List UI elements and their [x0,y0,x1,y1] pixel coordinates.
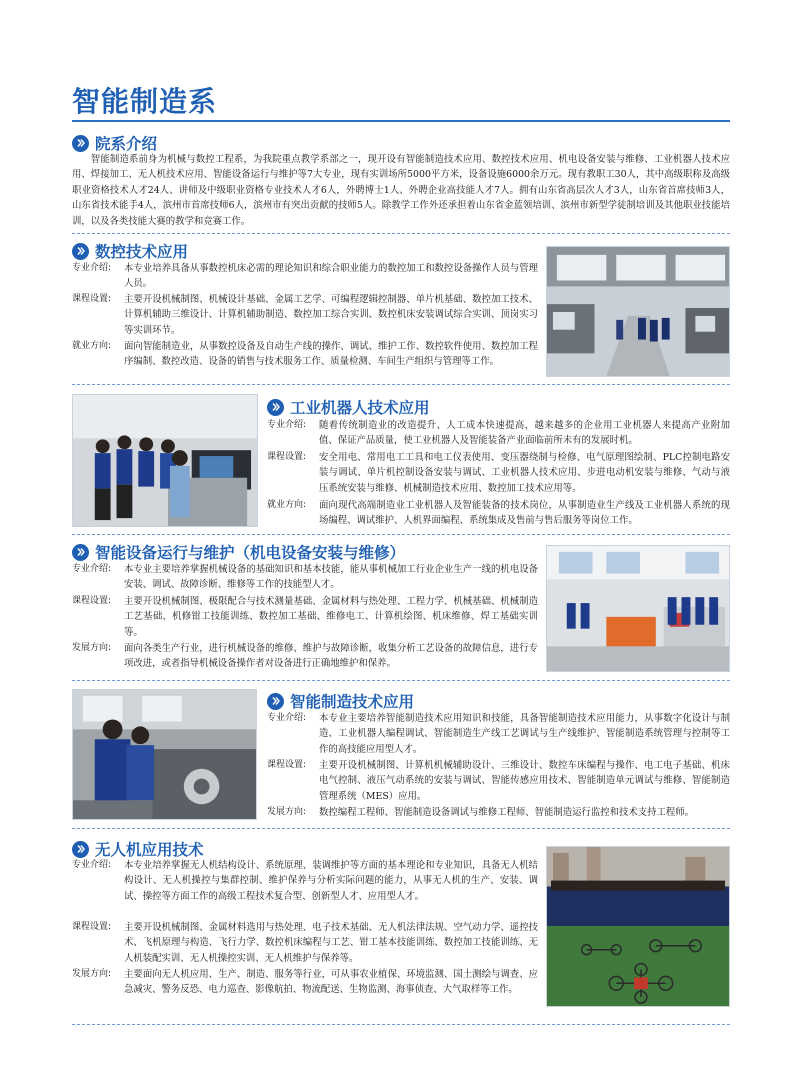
row-key: 发展方向: [72,969,112,979]
section-divider [72,1024,730,1025]
chevron-right-icon [72,135,89,152]
row-value: 主要面向无人机应用、生产、制造、服务等行业，可从事农业植保、环境监测、国土测绘与调查、应急减灾、警务反恐、电力巡查、影像航拍、物流配送、生物监测、海事侦查、大气取样等工作。 [124,969,538,996]
section-heading-cnc [72,240,188,262]
info-row [72,920,538,966]
row-value: 面向现代高端制造业工业机器人及智能装备的技术岗位，从事制造业生产线及工业机器人系统的现场编程、调试维护、人机界面编程、系统集成及售前与售后服务等岗位工作。 [319,500,730,527]
section-heading-robotics [267,396,430,418]
info-row [72,967,538,998]
info-row [72,261,538,292]
title-divider [72,120,730,122]
row-key: 专业介绍: [267,420,307,430]
photo-robot-lab [72,394,258,527]
intro-paragraph: 智能制造系前身为机械与数控工程系，为我院重点教学系部之一，现开设有智能制造技术应用、数控技术应用、机电设备安装与维修、工业机器人技术应用、焊接加工、无人机技术应用、智能设备运行与维护等7大专业，现有实训场所5000平方米，设备设施6000余万元。现有教职工30人，其中高级职称及高级职业资格技术人才24人、讲师及中级职业资格专业技术人才6人，外聘博士1人、外聘企业高技能人才7人。拥有山东省高层次人才3人，山东省首席技师3人，山东省技术能手4人，滨州市首席技师6人，滨州市有突出贡献的技师5人。除教学工作外还承担着山东省金蓝领培训、滨州市新型学徒制培训及其他职业技能培训，以及各类技能大赛的教学和竞赛工作。 [72,154,730,227]
row-key: 专业介绍: [267,713,307,723]
info-row [72,339,538,370]
info-row [267,498,730,529]
chevron-right-icon [72,243,89,260]
row-key: 专业介绍: [72,860,112,870]
section-title: 工业机器人技术应用 [290,399,430,417]
section-heading-drone [72,838,204,860]
info-row [267,711,730,757]
row-key: 课程设置: [72,596,112,606]
section-title: 数控技术应用 [95,243,189,261]
section-heading-equipment [72,541,405,563]
row-value: 本专业主要培养掌握机械设备的基础知识和基本技能，能从事机械加工行业企业生产一线的机电设备安装、调试、故障诊断、维修等工作的技能型人才。 [124,564,538,591]
section-title: 无人机应用技术 [95,841,204,859]
row-key: 课程设置: [72,294,112,304]
chevron-right-icon [267,399,284,416]
row-value: 本专业培养掌握无人机结构设计、系统原理、装调维护等方面的基本理论和专业知识，具备无人机结构设计、无人机操控与集群控制、维护保养与分析实际问题的能力，从事无人机的生产、安装、调试、操控等方面工作的高级工程技术复合型、创新型人才、应用型人才。 [124,860,538,902]
info-row [72,292,538,338]
row-key: 课程设置: [267,452,307,462]
row-value: 主要开设机械制图、金属材料选用与热处理、电子技术基础、无人机法律法规、空气动力学、遥控技术、飞机原理与构造、飞行力学、数控机床编程与工艺、钳工基本技能训练、数控加工技能训练、无人机装配实训、无人机操控实训、无人机维护与保养等。 [124,922,538,964]
photo-equipment-training [546,545,730,672]
row-key: 专业介绍: [72,263,112,273]
section-heading-smart-mfg [267,690,414,712]
row-key: 就业方向: [72,341,112,351]
section-title: 智能设备运行与维护（机电设备安装与维修） [95,544,406,562]
row-key: 课程设置: [267,760,307,770]
section-heading-intro [72,132,157,154]
row-key: 就业方向: [267,500,307,510]
row-value: 本专业培养具备从事数控机床必需的理论知识和综合职业能力的数控加工和数控设备操作人员与管理人员。 [124,263,538,290]
row-key: 专业介绍: [72,564,112,574]
row-value: 主要开设机械制图、计算机机械辅助设计、三维设计、数控车床编程与操作、电工电子基础、机床电气控制、液压气动系统的安装与调试、智能传感应用技术、智能制造单元调试与维修、智能制造管理系统（MES）应用。 [319,760,730,802]
info-row [72,562,538,593]
chevron-right-icon [72,841,89,858]
row-value: 数控编程工程师、智能制造设备调试与维修工程师、智能制造运行监控和技术支持工程师。 [319,807,695,818]
row-key: 发展方向: [72,643,112,653]
info-row [267,418,730,449]
row-value: 面向各类生产行业，进行机械设备的维修、维护与故障诊断，收集分析工艺设备的故障信息，进行专项改进，或者指导机械设备操作者对设备进行正确地维护和保养。 [124,643,538,670]
section-divider [72,828,730,829]
row-value: 面向智能制造业，从事数控设备及自动生产线的操作、调试、维护工作、数控软件使用、数控加工程序编制、数控改造、设备的销售与技术服务工作、质量检测、车间生产组织与管理等工作。 [124,341,538,368]
row-value: 安全用电、常用电工工具和电工仪表使用、变压器绕制与检修、电气原理图绘制、PLC控制电路安装与调试、单片机控制设备安装与调试、工业机器人技术应用、步进电动机安装与维修、气动与液压系统安装与维修、机械制造技术应用、数控加工技术应用等。 [319,452,730,494]
section-divider [72,233,730,234]
chevron-right-icon [267,693,284,710]
chevron-right-icon [72,544,89,561]
info-row [267,758,730,804]
page-title: 智能制造系 [72,85,218,118]
row-key: 课程设置: [72,922,112,932]
info-row [267,805,730,820]
row-value: 主要开设机械制图、极限配合与技术测量基础、金属材料与热处理、工程力学、机械基础、机械制造工艺基础、机修钳工技能训练、数控加工基础、维修电工、计算机绘图、机床维修、焊工基础实训等。 [124,596,538,638]
section-divider [72,534,730,535]
section-divider [72,384,730,385]
row-value: 本专业主要培养智能制造技术应用知识和技能，具备智能制造技术应用能力，从事数字化设计与制造、工业机器人编程调试、智能制造生产线工艺调试与生产线维护、智能制造系统管理与控制等工作的高技能应用型人才。 [319,713,730,755]
section-title: 院系介绍 [95,135,158,153]
info-row [267,450,730,496]
section-divider [72,680,730,681]
photo-lathe-training [72,689,257,820]
section-title: 智能制造技术应用 [290,693,415,711]
photo-cnc-workshop [546,246,730,377]
info-row [72,858,538,904]
info-row [72,641,538,672]
row-key: 发展方向: [267,807,307,817]
photo-drone-team [546,846,730,1007]
row-value: 主要开设机械制图、机械设计基础、金属工艺学、可编程逻辑控制器、单片机基础、数控加工技术、计算机辅助三维设计、计算机辅助制造、数控加工综合实训、数控机床安装调试综合实训、顶岗实习等实训环节。 [124,294,538,336]
row-value: 随着传统制造业的改造提升、人工成本快速提高，越来越多的企业用工业机器人来提高产业附加值、保证产品质量，使工业机器人及智能装备产业面临前所未有的发展时机。 [319,420,730,447]
info-row [72,594,538,640]
